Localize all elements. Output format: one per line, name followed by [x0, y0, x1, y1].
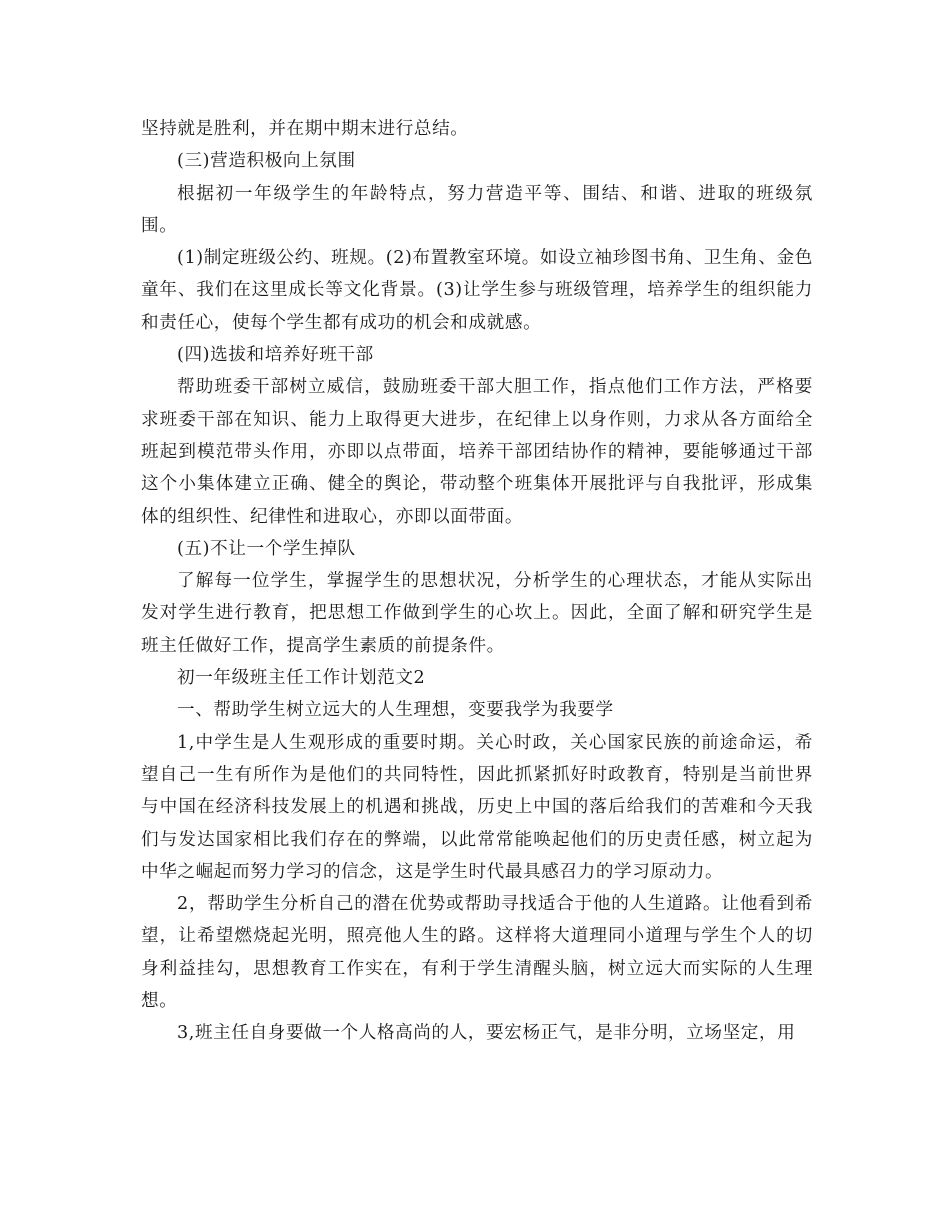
- paragraph: 1,中学生是人生观形成的重要时期。关心时政，关心国家民族的前途命运，希望自己一生有所作为是他们的共同特性，因此抓紧抓好时政教育，特别是当前世界与中国在经济科技发展上的机遇和挑战，历史上中国的落后给我们的苦难和今天我们与发达国家相比我们存在的弊端，以此常常能唤起他们的历史责任感，树立起为中华之崛起而努力学习的信念，这是学生时代最具感召力的学习原动力。: [141, 732, 813, 882]
- document-body: [141, 113, 813, 1050]
- paragraph: 坚持就是胜利，并在期中期末进行总结。: [141, 119, 469, 139]
- paragraph: (1)制定班级公约、班规。(2)布置教室环境。如设立袖珍图书角、卫生角、金色童年、我们在这里成长等文化背景。(3)让学生参与班级管理，培养学生的组织能力和责任心，使每个学生都有成功的机会和成就感。: [141, 248, 813, 333]
- document-title: 初一年级班主任工作计划范文2: [177, 668, 426, 689]
- paragraph: 2，帮助学生分析自己的潜在优势或帮助寻找适合于他的人生道路。让他看到希望，让希望燃烧起光明，照亮他人生的路。这样将大道理同小道理与学生个人的切身利益挂勾，思想教育工作实在，有利于学生清醒头脑，树立远大而实际的人生理想。: [141, 894, 813, 1012]
- paragraph: 了解每一位学生，掌握学生的思想状况，分析学生的心理状态，才能从实际出发对学生进行教育，把思想工作做到学生的心坎上。因此，全面了解和研究学生是班主任做好工作，提高学生素质的前提条件。: [141, 571, 813, 656]
- paragraph: 根据初一年级学生的年龄特点，努力营造平等、围结、和谐、进取的班级氛围。: [141, 183, 813, 236]
- section-heading: 一、帮助学生树立远大的人生理想，变要我学为我要学: [177, 700, 614, 721]
- section-heading: (三)营造积极向上氛围: [177, 151, 356, 172]
- paragraph: 3,班主任自身要做一个人格高尚的人，要宏杨正气，是非分明，立场坚定，用: [177, 1023, 796, 1044]
- section-heading: (五)不让一个学生掉队: [177, 538, 356, 559]
- section-heading: (四)选拔和培养好班干部: [177, 345, 374, 366]
- paragraph: 帮助班委干部树立威信，鼓励班委干部大胆工作，指点他们工作方法，严格要求班委干部在知识、能力上取得更大进步，在纪律上以身作则，力求从各方面给全班起到模范带头作用，亦即以点带面，培养干部团结协作的精神，要能够通过干部这个小集体建立正确、健全的舆论，带动整个班集体开展批评与自我批评，形成集体的组织性、纪律性和进取心，亦即以面带面。: [141, 377, 813, 527]
